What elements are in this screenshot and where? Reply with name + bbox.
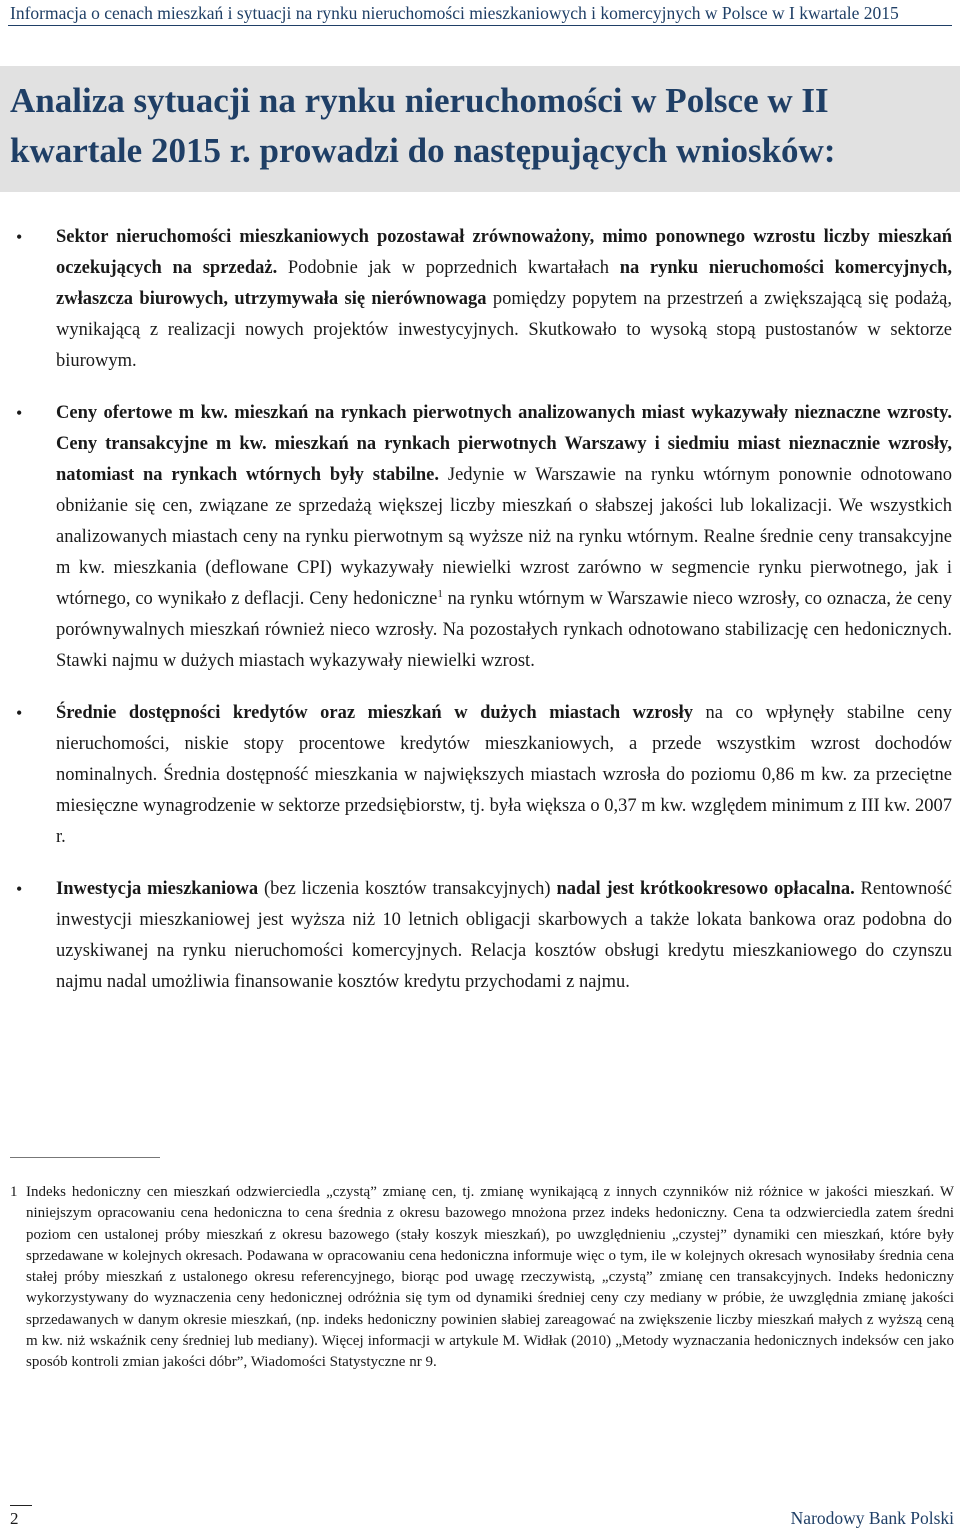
footnote xyxy=(10,1182,954,1374)
list-item xyxy=(0,874,960,998)
page-number: 2 xyxy=(10,1505,32,1530)
list-item xyxy=(0,398,960,677)
headline: Analiza sytuacji na rynku nieruchomości w Polsce w II kwartale 2015 r. prowadzi do następujących wniosków: xyxy=(10,81,836,170)
text-run: Podobnie jak w poprzednich kwartałach xyxy=(277,258,620,278)
text-run: Rentowność inwestycji mieszkaniowej jest wyższa niż 10 letnich obligacji skarbowych a także lokata bankowa oraz podobna do uzyskiwanej na rynku nieruchomości komercyjnych. Relacja kosztów obsługi kredytu mieszkaniowego do czynszu najmu nadal umożliwia finansowanie kosztów kredytu przychodami z najmu. xyxy=(56,879,953,992)
bullet-icon: • xyxy=(16,703,23,723)
bullet-icon: • xyxy=(16,403,23,423)
bullet-icon: • xyxy=(16,227,23,247)
bold-text-run: Średnie dostępności kredytów oraz mieszkań w dużych miastach wzrosły xyxy=(56,703,693,723)
list-item xyxy=(0,698,960,853)
bold-text-run: nadal jest krótkookresowo opłacalna. xyxy=(556,879,855,899)
text-run: na rynku wtórnym w Warszawie nieco wzrosły, co oznacza, że ceny porównywalnych mieszkań również nieco wzrosły. Na pozostałych rynkach odnotowano stabilizację cen hedonicznych. Stawki najmu w dużych miastach wykazywały niewielki wzrost. xyxy=(56,589,952,671)
footnote-text: Indeks hedoniczny cen mieszkań odzwierciedla „czystą” zmianę cen, tj. zmianę wynikającą z innych czynników niż różnice w jakości mieszkań. W niniejszym opracowaniu cena hedoniczna to cena średnia z okresu bazowego mnożona przez indeks hedoniczny. Cena ta odzwierciedla zatem średni poziom cen ustalonej próby mieszkań z okresu bazowego (stały koszyk mieszkań), po uwzględnieniu „czystej” dynamiki cen mieszkań, które były sprzedawane w kolejnych okresach. Podawana w opracowaniu cena hedoniczna informuje więc o tym, ile w kolejnych okresach wynosiłaby średnia cena stałej próby mieszkań z ustalonego okresu referencyjnego, biorąc pod uwagę rzeczywistą, „czystą” zmianę cen transakcyjnych. Indeks hedoniczny wykorzystywany do wyznaczenia ceny hedonicznej odróżnia się tym od dynamiki średniej ceny czy mediany w próbie, że uwzględnia zmianę jakości sprzedawanych w danym okresie mieszkań, (np. indeks hedoniczny powinien słabiej zareagować na zwiększenie liczby mieszkań małych z wyższą ceną m kw. niż wskaźnik ceny średniej lub mediany). Więcej informacji w artykule M. Widłak (2010) „Metody wyznaczania hedonicznych indeksów cen jako sposób kontroli zmian jakości dóbr”, Wiadomości Statystyczne nr 9. xyxy=(26,1184,954,1371)
list-item xyxy=(0,222,960,377)
text-run: (bez liczenia kosztów transakcyjnych) xyxy=(258,879,557,899)
footnote-number: 1 xyxy=(10,1184,18,1200)
bold-text-run: Sektor nieruchomości mieszkaniowych pozostawał zrównoważony, mimo ponownego wzrostu liczby mieszkań oczekujących na sprzedaż. xyxy=(56,227,952,278)
running-header-title: Informacja o cenach mieszkań i sytuacji na rynku nieruchomości mieszkaniowych i komercyjnych w Polsce w I kwartale 2015 xyxy=(10,3,899,23)
header-divider xyxy=(8,25,952,26)
bold-text-run: Inwestycja mieszkaniowa xyxy=(56,879,259,899)
footnote-reference: 1 xyxy=(437,587,443,600)
bold-text-run: na rynku nieruchomości komercyjnych, zwłaszcza biurowych, utrzymywała się nierównowaga xyxy=(56,258,952,309)
publisher-name: Narodowy Bank Polski xyxy=(790,1508,954,1528)
footnote-divider xyxy=(10,1157,160,1158)
text-run: na co wpłynęły stabilne ceny nieruchomości, niskie stopy procentowe kredytów mieszkaniowych, a przede wszystkim wzrost dochodów nominalnych. Średnia dostępność mieszkania w największych miastach wzrosła do poziomu 0,86 m kw. za przeciętne miesięczne wynagrodzenie w sektorze przedsiębiorstw, tj. była większa o 0,37 m kw. względem minimum z III kw. 2007 r. xyxy=(56,703,952,847)
text-run: Jedynie w Warszawie na rynku wtórnym ponownie odnotowano obniżanie się cen, związane ze sprzedażą większej liczby mieszkań o słabszej jakości lub lokalizacji. We wszystkich analizowanych miastach ceny na rynku pierwotnym są wyższe niż na rynku wtórnym. Realne średnie ceny transakcyjne m kw. mieszkania (deflowane CPI) wykazywały niewielki wzrost zarówno w segmencie rynku pierwotnego, jak i wtórnego, co wynikało z deflacji. Ceny hedoniczne xyxy=(56,465,952,609)
conclusions-list xyxy=(0,222,960,1019)
bullet-icon: • xyxy=(16,879,23,899)
text-run: pomiędzy popytem na przestrzeń a zwiększającą się podażą, wynikającą z realizacji nowych projektów inwestycyjnych. Skutkowało to wysoką stopą pustostanów w sektorze biurowym. xyxy=(56,289,952,371)
bold-text-run: Ceny ofertowe m kw. mieszkań na rynkach pierwotnych analizowanych miast wykazywały nieznaczne wzrosty. Ceny transakcyjne m kw. mieszkań na rynkach pierwotnych Warszawy i siedmiu miast nieznacznie wzrosły, natomiast na rynkach wtórnych były stabilne. xyxy=(56,403,952,485)
